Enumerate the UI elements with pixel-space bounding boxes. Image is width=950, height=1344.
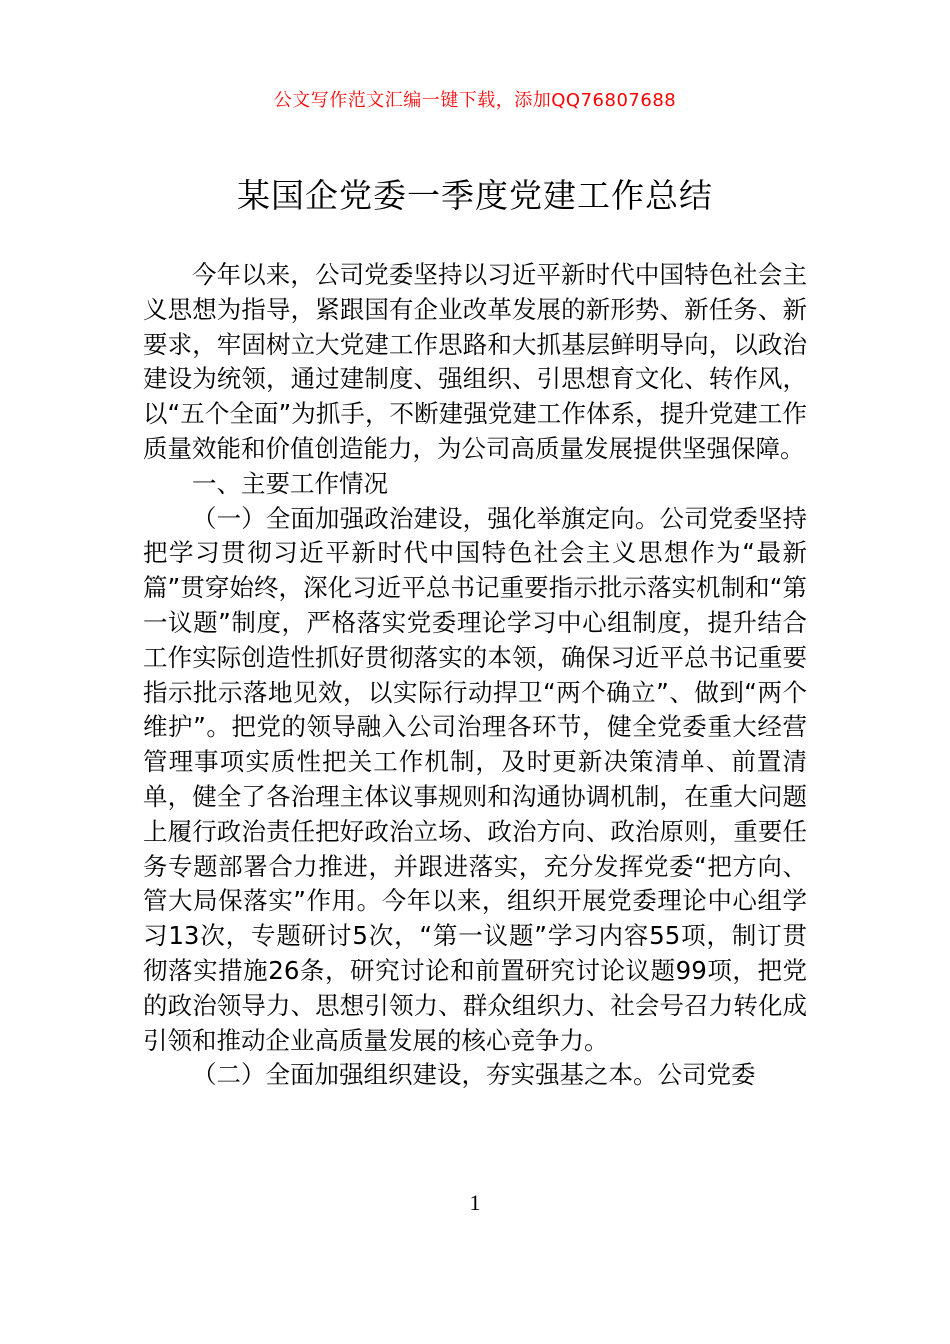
page-number: 1 (469, 1190, 481, 1215)
section-heading: 一、主要工作情况 (192, 468, 388, 498)
intro-paragraph: 今年以来，公司党委坚持以习近平新时代中国特色社会主义思想为指导，紧跟国有企业改革发展的新形势、新任务、新要求，牢固树立大党建工作思路和大抓基层鲜明导向，以政治建设为统领，通过建制度、强组织、引思想育文化、转作风，以“五个全面”为抓手，不断建强党建工作体系，提升党建工作质量效能和价值创造能力，为公司高质量发展提供坚强保障。 (143, 260, 807, 463)
watermark-text: 公文写作范文汇编一键下载，添加QQ76807688 (273, 90, 677, 111)
document-title: 某国企党委一季度党建工作总结 (237, 176, 713, 215)
subsection-paragraph-2: （二）全面加强组织建设，夯实强基之本。公司党委 (192, 1060, 756, 1090)
subsection-paragraph-1: （一）全面加强政治建设，强化举旗定向。公司党委坚持把学习贯彻习近平新时代中国特色社会主义思想作为“最新篇”贯穿始终，深化习近平总书记重要指示批示落实机制和“第一议题”制度，严格落实党委理论学习中心组制度，提升结合工作实际创造性抓好贯彻落实的本领，确保习近平总书记重要指示批示落地见效，以实际行动捍卫“两个确立”、做到“两个维护”。把党的领导融入公司治理各环节，健全党委重大经营管理事项实质性把关工作机制，及时更新决策清单、前置清单，健全了各治理主体议事规则和沟通协调机制，在重大问题上履行政治责任把好政治立场、政治方向、政治原则，重要任务专题部署合力推进，并跟进落实，充分发挥党委“把方向、管大局保落实”作用。今年以来，组织开展党委理论中心组学习13次，专题研讨5次，“第一议题”学习内容55项，制订贯彻落实措施26条，研究讨论和前置研究讨论议题99项，把党的政治领导力、思想引领力、群众组织力、社会号召力转化成引领和推动企业高质量发展的核心竞争力。 (143, 503, 807, 1055)
document-body (143, 258, 807, 1093)
